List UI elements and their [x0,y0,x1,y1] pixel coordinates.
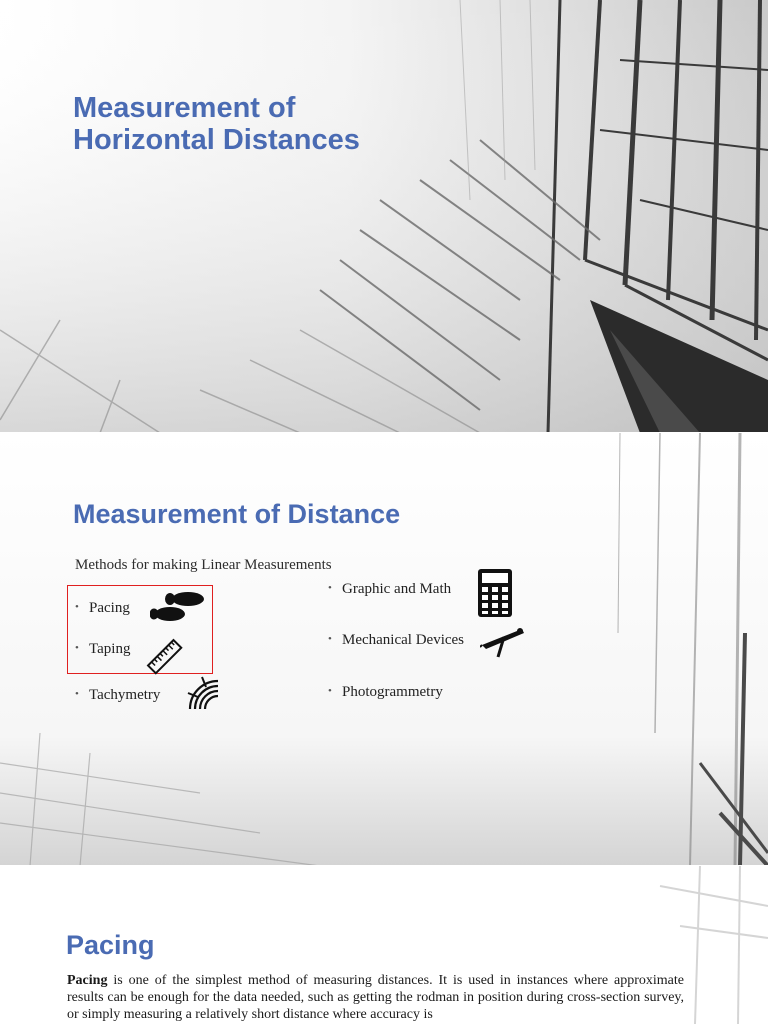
compass-icon [480,625,526,659]
method-item-photogrammetry [328,684,443,701]
method-label: Tachymetry [89,687,161,703]
bullet-dot: • [75,688,79,700]
term-bold: Pacing [67,973,108,988]
methods-slide [0,433,768,866]
method-item-mechanical-devices [328,632,464,649]
bullet-dot: • [75,642,79,654]
title-slide [0,0,768,433]
body-paragraph [67,972,684,1023]
slide-title: Measurement of Horizontal Distances [73,92,360,156]
slide-title: Pacing [66,930,155,960]
calculator-icon [477,568,513,618]
paragraph-text: is one of the simplest method of measuring distances. It is used in instances where approximate results can be enough for the data needed, such as getting the rodman in position during cross-section survey, or simply measuring a relatively short distance where accuracy is [67,973,684,1022]
ruler-icon [145,637,185,677]
method-label: Pacing [89,600,130,616]
pacing-slide [0,866,768,1024]
method-item-taping [75,641,130,658]
method-item-pacing [75,600,130,617]
method-label: Taping [89,641,131,657]
method-item-graphic-math [328,581,451,598]
bullet-dot: • [75,601,79,613]
method-label: Graphic and Math [342,581,452,597]
bullet-dot: • [328,633,332,645]
bullet-dot: • [328,685,332,697]
theodolite-icon [182,673,222,713]
slide-title: Measurement of Distance [73,499,401,529]
footprints-icon [150,589,206,625]
method-label: Mechanical Devices [342,632,465,648]
architecture-background [0,0,768,433]
slide-subtitle: Methods for making Linear Measurements [75,557,332,573]
method-item-tachymetry [75,687,160,704]
method-label: Photogrammetry [342,684,443,700]
bullet-dot: • [328,582,332,594]
